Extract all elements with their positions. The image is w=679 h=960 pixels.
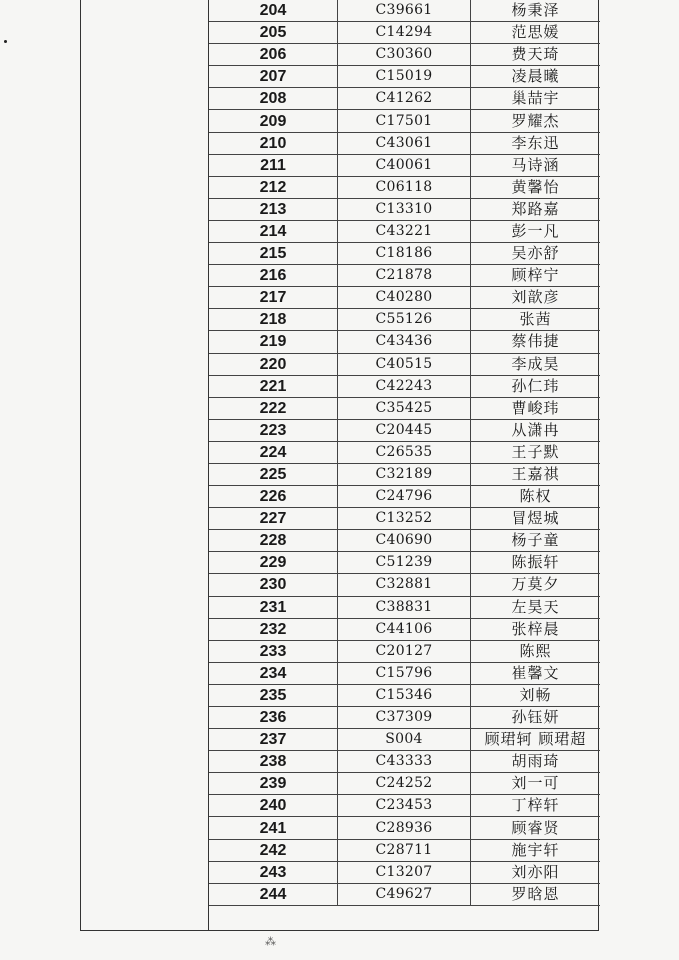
roster-table bbox=[209, 0, 600, 906]
student-id: C55126 bbox=[338, 309, 471, 331]
table-row bbox=[209, 88, 600, 110]
row-number: 216 bbox=[209, 265, 338, 287]
student-id: C38831 bbox=[338, 596, 471, 618]
table-row bbox=[209, 44, 600, 66]
table-row bbox=[209, 861, 600, 883]
table-row bbox=[209, 883, 600, 905]
student-name: 丁梓轩 bbox=[471, 795, 601, 817]
row-number: 217 bbox=[209, 287, 338, 309]
student-name: 罗耀杰 bbox=[471, 110, 601, 132]
student-name: 王子默 bbox=[471, 441, 601, 463]
row-number: 233 bbox=[209, 640, 338, 662]
student-id: C21878 bbox=[338, 265, 471, 287]
table-row bbox=[209, 397, 600, 419]
student-name: 吴亦舒 bbox=[471, 243, 601, 265]
table-row bbox=[209, 265, 600, 287]
row-number: 213 bbox=[209, 198, 338, 220]
student-id: C13207 bbox=[338, 861, 471, 883]
student-id: C20445 bbox=[338, 419, 471, 441]
student-name: 刘歆彦 bbox=[471, 287, 601, 309]
student-id: C35425 bbox=[338, 397, 471, 419]
student-name: 胡雨琦 bbox=[471, 751, 601, 773]
student-id: C24796 bbox=[338, 486, 471, 508]
student-id: C26535 bbox=[338, 441, 471, 463]
table-row bbox=[209, 110, 600, 132]
row-number: 228 bbox=[209, 530, 338, 552]
student-name: 李东迅 bbox=[471, 132, 601, 154]
student-name: 郑路嘉 bbox=[471, 198, 601, 220]
table-row bbox=[209, 839, 600, 861]
student-name: 巢喆宇 bbox=[471, 88, 601, 110]
table-row bbox=[209, 66, 600, 88]
student-name: 费天琦 bbox=[471, 44, 601, 66]
student-id: C44106 bbox=[338, 618, 471, 640]
student-name: 顾珺轲 顾珺超 bbox=[471, 729, 601, 751]
student-id: C41262 bbox=[338, 88, 471, 110]
roster-sheet bbox=[80, 0, 599, 931]
student-id: C13252 bbox=[338, 508, 471, 530]
student-id: C37309 bbox=[338, 707, 471, 729]
student-name: 曹峻玮 bbox=[471, 397, 601, 419]
table-row bbox=[209, 707, 600, 729]
student-name: 张茜 bbox=[471, 309, 601, 331]
student-id: C40690 bbox=[338, 530, 471, 552]
row-number: 210 bbox=[209, 132, 338, 154]
table-row bbox=[209, 618, 600, 640]
row-number: 209 bbox=[209, 110, 338, 132]
student-name: 陈权 bbox=[471, 486, 601, 508]
table-row bbox=[209, 331, 600, 353]
student-id: C42243 bbox=[338, 375, 471, 397]
student-name: 杨子童 bbox=[471, 530, 601, 552]
student-name: 万莫夕 bbox=[471, 574, 601, 596]
table-row bbox=[209, 353, 600, 375]
student-name: 冒煜城 bbox=[471, 508, 601, 530]
row-number: 215 bbox=[209, 243, 338, 265]
row-number: 223 bbox=[209, 419, 338, 441]
table-row bbox=[209, 574, 600, 596]
row-number: 234 bbox=[209, 662, 338, 684]
table-row bbox=[209, 22, 600, 44]
row-number: 212 bbox=[209, 176, 338, 198]
scan-mark: ⁂ bbox=[265, 935, 276, 948]
table-row bbox=[209, 817, 600, 839]
student-name: 马诗涵 bbox=[471, 154, 601, 176]
student-name: 陈熙 bbox=[471, 640, 601, 662]
table-row bbox=[209, 530, 600, 552]
student-id: C28936 bbox=[338, 817, 471, 839]
student-id: C14294 bbox=[338, 22, 471, 44]
table-row bbox=[209, 198, 600, 220]
student-id: C15019 bbox=[338, 66, 471, 88]
student-name: 施宇轩 bbox=[471, 839, 601, 861]
row-number: 205 bbox=[209, 22, 338, 44]
table-row bbox=[209, 795, 600, 817]
student-name: 崔馨文 bbox=[471, 662, 601, 684]
student-id: C43333 bbox=[338, 751, 471, 773]
student-id: C40515 bbox=[338, 353, 471, 375]
student-name: 彭一凡 bbox=[471, 220, 601, 242]
student-id: C15796 bbox=[338, 662, 471, 684]
table-row bbox=[209, 441, 600, 463]
row-number: 239 bbox=[209, 773, 338, 795]
table-row bbox=[209, 773, 600, 795]
table-row bbox=[209, 508, 600, 530]
student-name: 顾梓宁 bbox=[471, 265, 601, 287]
student-id: C24252 bbox=[338, 773, 471, 795]
student-name: 刘亦阳 bbox=[471, 861, 601, 883]
row-number: 237 bbox=[209, 729, 338, 751]
student-id: C17501 bbox=[338, 110, 471, 132]
row-number: 207 bbox=[209, 66, 338, 88]
row-number: 204 bbox=[209, 0, 338, 22]
student-name: 刘畅 bbox=[471, 684, 601, 706]
row-number: 242 bbox=[209, 839, 338, 861]
row-number: 208 bbox=[209, 88, 338, 110]
student-id: C13310 bbox=[338, 198, 471, 220]
student-name: 左昊天 bbox=[471, 596, 601, 618]
table-row bbox=[209, 287, 600, 309]
student-id: C49627 bbox=[338, 883, 471, 905]
row-number: 222 bbox=[209, 397, 338, 419]
student-id: C30360 bbox=[338, 44, 471, 66]
student-name: 孙仁玮 bbox=[471, 375, 601, 397]
row-number: 236 bbox=[209, 707, 338, 729]
table-row bbox=[209, 0, 600, 22]
row-number: 227 bbox=[209, 508, 338, 530]
table-row bbox=[209, 243, 600, 265]
student-id: C06118 bbox=[338, 176, 471, 198]
row-number: 243 bbox=[209, 861, 338, 883]
row-number: 214 bbox=[209, 220, 338, 242]
table-row bbox=[209, 309, 600, 331]
student-name: 蔡伟捷 bbox=[471, 331, 601, 353]
row-number: 220 bbox=[209, 353, 338, 375]
table-row bbox=[209, 419, 600, 441]
student-id: C32189 bbox=[338, 463, 471, 485]
row-number: 221 bbox=[209, 375, 338, 397]
row-number: 240 bbox=[209, 795, 338, 817]
student-id: C43061 bbox=[338, 132, 471, 154]
student-id: C51239 bbox=[338, 552, 471, 574]
student-name: 杨秉泽 bbox=[471, 0, 601, 22]
student-name: 黄馨怡 bbox=[471, 176, 601, 198]
student-name: 范思媛 bbox=[471, 22, 601, 44]
table-row bbox=[209, 640, 600, 662]
roster-table-body bbox=[209, 0, 600, 905]
row-number: 232 bbox=[209, 618, 338, 640]
student-name: 从潇冉 bbox=[471, 419, 601, 441]
row-number: 235 bbox=[209, 684, 338, 706]
student-id: C18186 bbox=[338, 243, 471, 265]
row-number: 211 bbox=[209, 154, 338, 176]
student-id: C20127 bbox=[338, 640, 471, 662]
student-name: 孙钰妍 bbox=[471, 707, 601, 729]
student-name: 张梓晨 bbox=[471, 618, 601, 640]
ink-dot bbox=[4, 40, 7, 43]
table-row bbox=[209, 375, 600, 397]
row-number: 206 bbox=[209, 44, 338, 66]
row-number: 230 bbox=[209, 574, 338, 596]
student-id: C43221 bbox=[338, 220, 471, 242]
student-name: 刘一可 bbox=[471, 773, 601, 795]
table-row bbox=[209, 596, 600, 618]
table-row bbox=[209, 486, 600, 508]
table-row bbox=[209, 154, 600, 176]
table-row bbox=[209, 662, 600, 684]
student-id: C23453 bbox=[338, 795, 471, 817]
student-id: C40061 bbox=[338, 154, 471, 176]
row-number: 219 bbox=[209, 331, 338, 353]
student-id: C15346 bbox=[338, 684, 471, 706]
student-name: 凌晨曦 bbox=[471, 66, 601, 88]
table-row bbox=[209, 220, 600, 242]
table-row bbox=[209, 751, 600, 773]
row-number: 226 bbox=[209, 486, 338, 508]
student-name: 顾睿贤 bbox=[471, 817, 601, 839]
student-id: S004 bbox=[338, 729, 471, 751]
row-number: 231 bbox=[209, 596, 338, 618]
row-number: 224 bbox=[209, 441, 338, 463]
table-row bbox=[209, 176, 600, 198]
table-row bbox=[209, 729, 600, 751]
student-id: C32881 bbox=[338, 574, 471, 596]
student-id: C43436 bbox=[338, 331, 471, 353]
blank-left-column bbox=[81, 0, 209, 930]
row-number: 244 bbox=[209, 883, 338, 905]
table-row bbox=[209, 463, 600, 485]
student-name: 陈振轩 bbox=[471, 552, 601, 574]
student-id: C40280 bbox=[338, 287, 471, 309]
student-name: 罗晗恩 bbox=[471, 883, 601, 905]
row-number: 238 bbox=[209, 751, 338, 773]
row-number: 218 bbox=[209, 309, 338, 331]
table-row bbox=[209, 552, 600, 574]
row-number: 225 bbox=[209, 463, 338, 485]
row-number: 241 bbox=[209, 817, 338, 839]
student-id: C28711 bbox=[338, 839, 471, 861]
table-row bbox=[209, 132, 600, 154]
table-row bbox=[209, 684, 600, 706]
student-name: 王嘉祺 bbox=[471, 463, 601, 485]
row-number: 229 bbox=[209, 552, 338, 574]
student-id: C39661 bbox=[338, 0, 471, 22]
student-name: 李成昊 bbox=[471, 353, 601, 375]
